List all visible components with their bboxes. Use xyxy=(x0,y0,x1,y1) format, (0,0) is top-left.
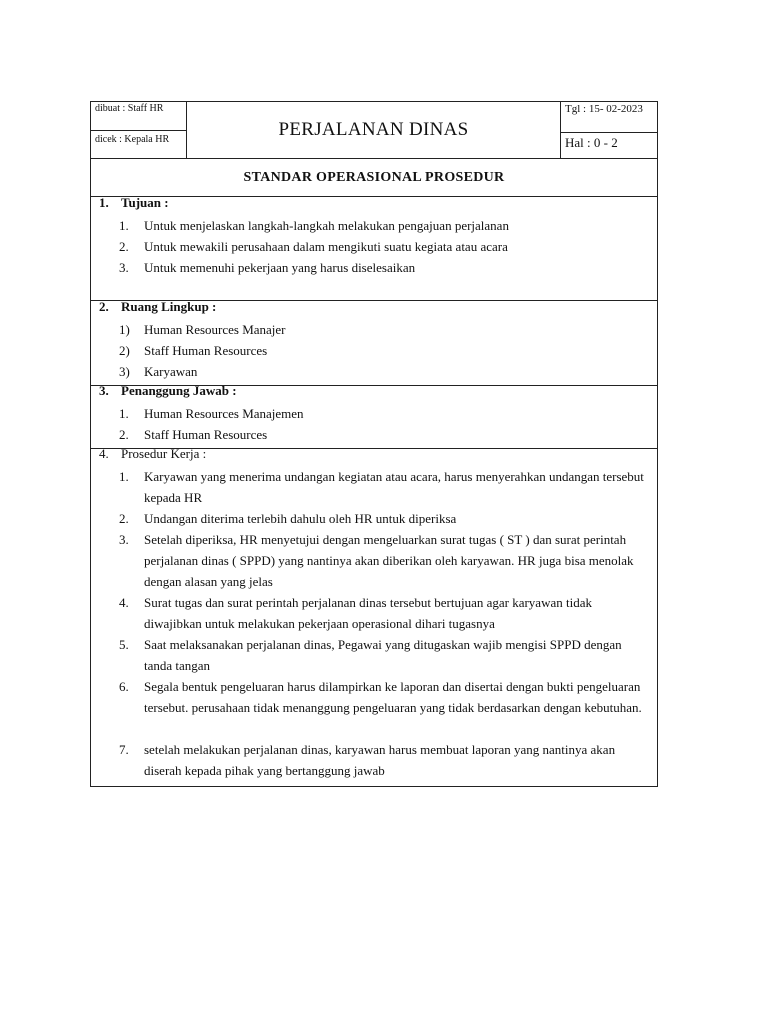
divider xyxy=(91,130,186,131)
section-title: 3. Penanggung Jawab : xyxy=(99,383,237,398)
sop-title: STANDAR OPERASIONAL PROSEDUR xyxy=(90,158,658,197)
sop-document xyxy=(90,101,658,787)
divider xyxy=(561,132,658,133)
section-tujuan: 1. Tujuan : 1. Untuk menjelaskan langkah-langkah melakukan pengajuan perjalanan 2. Untuk mewakili perusahaan dalam mengikuti suatu kegiata atau acara 3. Untuk memenuhi pekerjaan yang harus diselesaikan xyxy=(90,197,658,301)
section-title: 2. Ruang Lingkup : xyxy=(99,299,217,314)
page-number: Hal : 0 - 2 xyxy=(565,135,618,150)
created-by: dibuat : Staff HR xyxy=(95,103,164,114)
header-authors xyxy=(91,102,187,158)
checked-by: dicek : Kepala HR xyxy=(95,134,170,145)
section-prosedur-kerja: 4. Prosedur Kerja : 1. Karyawan yang menerima undangan kegiatan atau acara, harus menyerahkan undangan tersebut kepada HR 2. Undangan diterima terlebih dahulu oleh HR untuk diperiksa 3. Setelah diperiksa, HR menyetujui dengan mengeluarkan surat tugas ( ST ) dan surat perintah perjalanan dinas ( SPPD) yang nantinya akan diberikan oleh karyawan. HR juga bisa menolak dengan alasan yang jelas 4. Surat tugas dan surat perintah perjalanan dinas tersebut bertujuan agar karyawan tidak diwajibkan untuk melakukan pekerjaan operasional dihari tugasnya 5. Saat melaksanakan perjalanan dinas, Pegawai yang ditugaskan wajib mengisi SPPD dengan tanda tangan 6. Segala bentuk pengeluaran harus dilampirkan ke laporan dan disertai dengan bukti pengeluaran tersebut. perusahaan tidak menanggung pengeluaran yang tidak berdasarkan dengan kebutuhan. 7. setelah melakukan perjalanan dinas, karyawan harus membuat laporan yang nantinya akan diserah kepada pihak yang bertanggung jawab xyxy=(90,449,658,787)
document-date: Tgl : 15- 02-2023 xyxy=(565,103,643,115)
document-header xyxy=(90,101,658,158)
section-title: 4. Prosedur Kerja : xyxy=(99,446,207,461)
section-penanggung-jawab: 3. Penanggung Jawab : 1. Human Resources Manajemen 2. Staff Human Resources xyxy=(90,386,658,449)
section-ruang-lingkup: 2. Ruang Lingkup : 1) Human Resources Manajer 2) Staff Human Resources 3) Karyawan xyxy=(90,301,658,386)
document-title: PERJALANAN DINAS xyxy=(187,102,561,158)
header-meta xyxy=(561,102,658,158)
section-title: 1. Tujuan : xyxy=(99,195,169,210)
